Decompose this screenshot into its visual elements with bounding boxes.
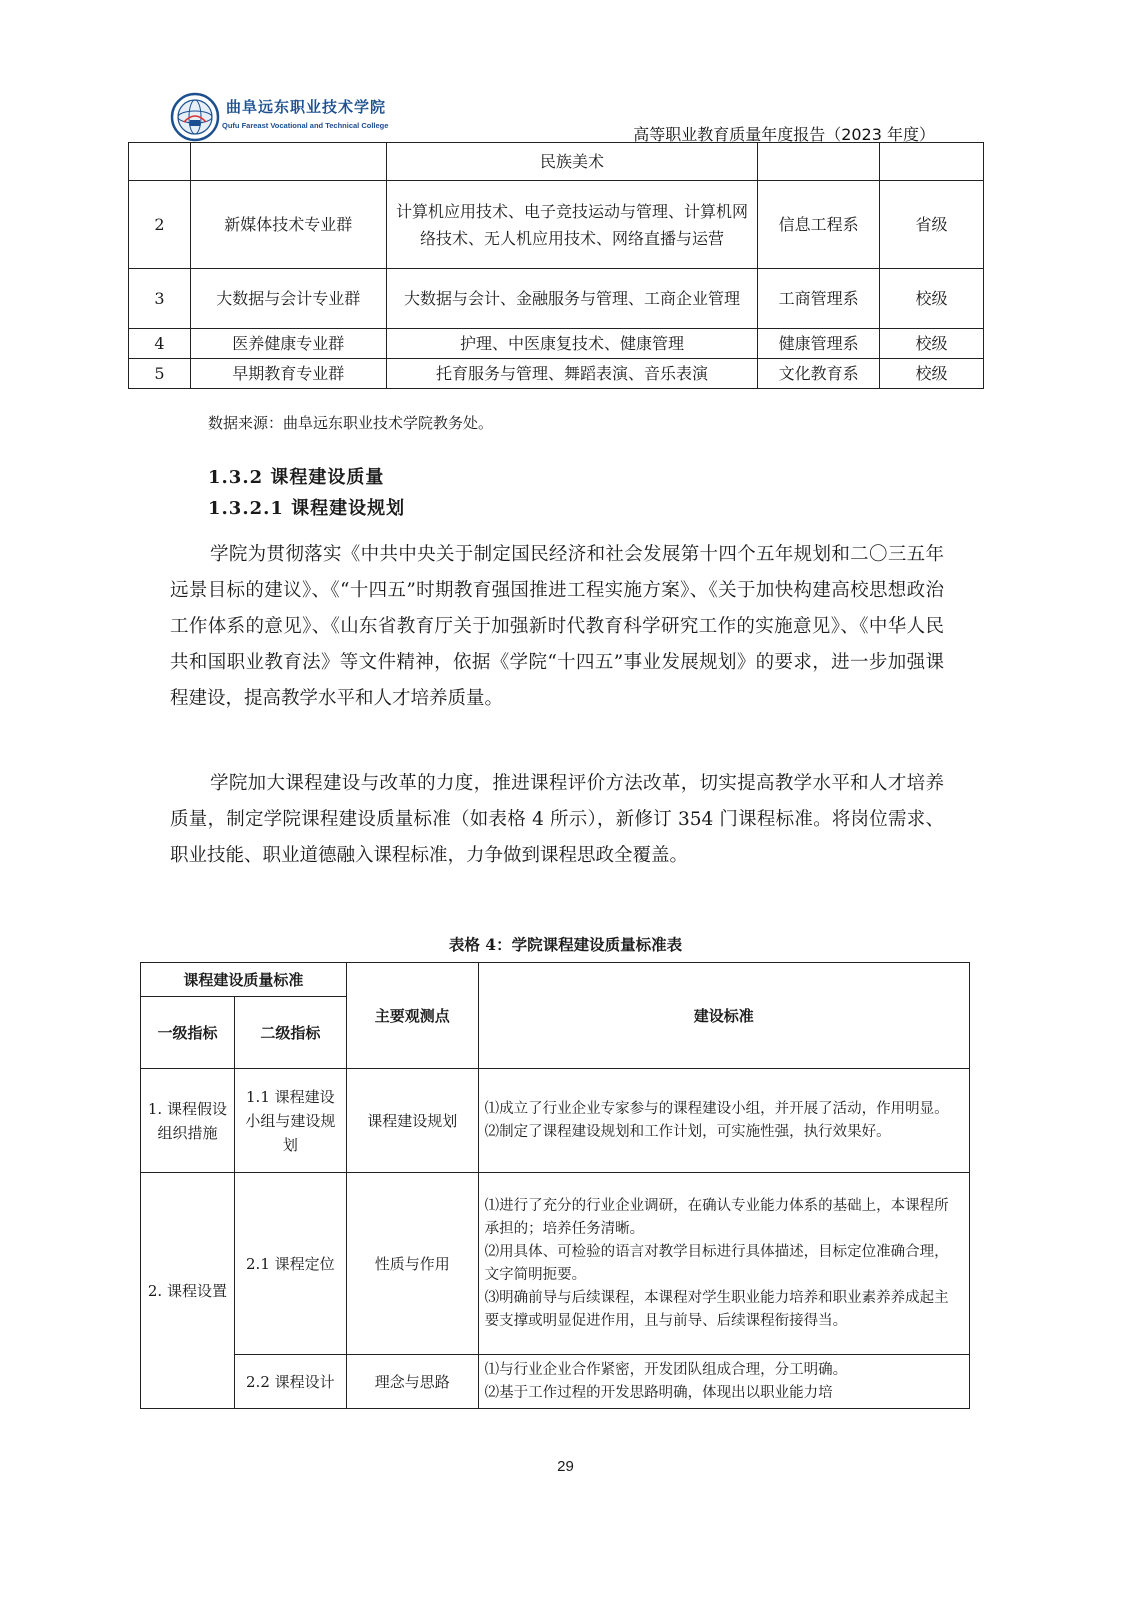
table-row — [141, 1173, 970, 1355]
table-row — [129, 181, 984, 269]
majors-cell: 护理、中医康复技术、健康管理 — [386, 329, 758, 359]
body-paragraph: 学院加大课程建设与改革的力度，推进课程评价方法改革，切实提高教学水平和人才培养质量，制定学院课程建设质量标准（如表格 4 所示），新修订 354 门课程标准。将岗位需求、职业技能、职业道德融入课程标准，力争做到课程思政全覆盖。 — [170, 773, 944, 866]
level2-cell: 1.1 课程建设小组与建设规划 — [234, 1069, 346, 1173]
header-level1: 一级指标 — [141, 997, 235, 1069]
standard-item: ⑴成立了行业企业专家参与的课程建设小组，并开展了活动，作用明显。 — [484, 1100, 949, 1117]
standard-item: ⑴与行业企业合作紧密，开发团队组成合理，分工明确。 — [484, 1361, 848, 1378]
page-number: 29 — [557, 1458, 574, 1475]
row-number: 5 — [129, 359, 191, 389]
majors-cell: 计算机应用技术、电子竞技运动与管理、计算机网络技术、无人机应用技术、网络直播与运营 — [386, 181, 758, 269]
group-name: 大数据与会计专业群 — [190, 269, 386, 329]
subsection-heading: 1.3.2.1 课程建设规划 — [208, 498, 406, 519]
row-number: 3 — [129, 269, 191, 329]
observe-cell: 课程建设规划 — [346, 1069, 478, 1173]
table-row — [129, 269, 984, 329]
report-title: 高等职业教育质量年度报告（2023 年度） — [633, 125, 935, 144]
dept-cell: 文化教育系 — [758, 359, 880, 389]
group-name: 早期教育专业群 — [190, 359, 386, 389]
majors-cell: 托育服务与管理、舞蹈表演、音乐表演 — [386, 359, 758, 389]
header-level2: 二级指标 — [234, 997, 346, 1069]
level-cell: 校级 — [880, 269, 984, 329]
level1-cell: 2. 课程设置 — [141, 1173, 235, 1409]
data-source-note: 数据来源：曲阜远东职业技术学院教务处。 — [208, 414, 494, 432]
standard-item: ⑵制定了课程建设规划和工作计划，可实施性强，执行效果好。 — [484, 1123, 891, 1140]
college-logo — [170, 92, 220, 142]
course-quality-standard-table — [140, 962, 970, 1409]
standard-item: ⑵用具体、可检验的语言对教学目标进行具体描述，目标定位准确合理，文字简明扼要。 — [484, 1243, 949, 1283]
observe-cell: 理念与思路 — [346, 1355, 478, 1409]
specialty-group-table — [128, 142, 984, 389]
header-observe: 主要观测点 — [346, 963, 478, 1069]
brand-name-en: Qufu Fareast Vocational and Technical College — [222, 121, 389, 130]
majors-cell: 民族美术 — [386, 143, 758, 181]
group-name: 新媒体技术专业群 — [190, 181, 386, 269]
majors-cell: 大数据与会计、金融服务与管理、工商企业管理 — [386, 269, 758, 329]
table-caption: 表格 4：学院课程建设质量标准表 — [448, 935, 683, 954]
level2-cell: 2.1 课程定位 — [234, 1173, 346, 1355]
standard-item: ⑶明确前导与后续课程，本课程对学生职业能力培养和职业素养养成起主要支撑或明显促进作用，且与前导、后续课程衔接得当。 — [484, 1289, 949, 1329]
level2-cell: 2.2 课程设计 — [234, 1355, 346, 1409]
table-row — [129, 359, 984, 389]
level-cell: 校级 — [880, 329, 984, 359]
level-cell: 校级 — [880, 359, 984, 389]
table-row — [129, 329, 984, 359]
header-group: 课程建设质量标准 — [141, 963, 347, 997]
standard-cell — [478, 1173, 969, 1355]
group-name: 医养健康专业群 — [190, 329, 386, 359]
standard-item: ⑵基于工作过程的开发思路明确，体现出以职业能力培 — [484, 1384, 833, 1401]
table-row — [141, 1069, 970, 1173]
body-paragraph: 学院为贯彻落实《中共中央关于制定国民经济和社会发展第十四个五年规划和二〇三五年远景目标的建议》、《“十四五”时期教育强国推进工程实施方案》、《关于加快构建高校思想政治工作体系的意见》、《山东省教育厅关于加强新时代教育科学研究工作的实施意见》、《中华人民共和国职业教育法》等文件精神，依据《学院“十四五”事业发展规划》的要求，进一步加强课程建设，提高教学水平和人才培养质量。 — [170, 544, 944, 709]
row-number: 2 — [129, 181, 191, 269]
section-heading: 1.3.2 课程建设质量 — [208, 467, 385, 488]
observe-cell: 性质与作用 — [346, 1173, 478, 1355]
table-row — [141, 1355, 970, 1409]
table-header-row — [141, 963, 970, 997]
header-standard: 建设标准 — [478, 963, 969, 1069]
standard-cell — [478, 1069, 969, 1173]
level-cell: 省级 — [880, 181, 984, 269]
dept-cell: 健康管理系 — [758, 329, 880, 359]
dept-cell: 工商管理系 — [758, 269, 880, 329]
table-row — [129, 143, 984, 181]
row-number: 4 — [129, 329, 191, 359]
level1-cell: 1. 课程假设组织措施 — [141, 1069, 235, 1173]
standard-cell — [478, 1355, 969, 1409]
brand-name-cn: 曲阜远东职业技术学院 — [226, 98, 387, 116]
standard-item: ⑴进行了充分的行业企业调研，在确认专业能力体系的基础上，本课程所承担的；培养任务清晰。 — [484, 1197, 949, 1237]
dept-cell: 信息工程系 — [758, 181, 880, 269]
